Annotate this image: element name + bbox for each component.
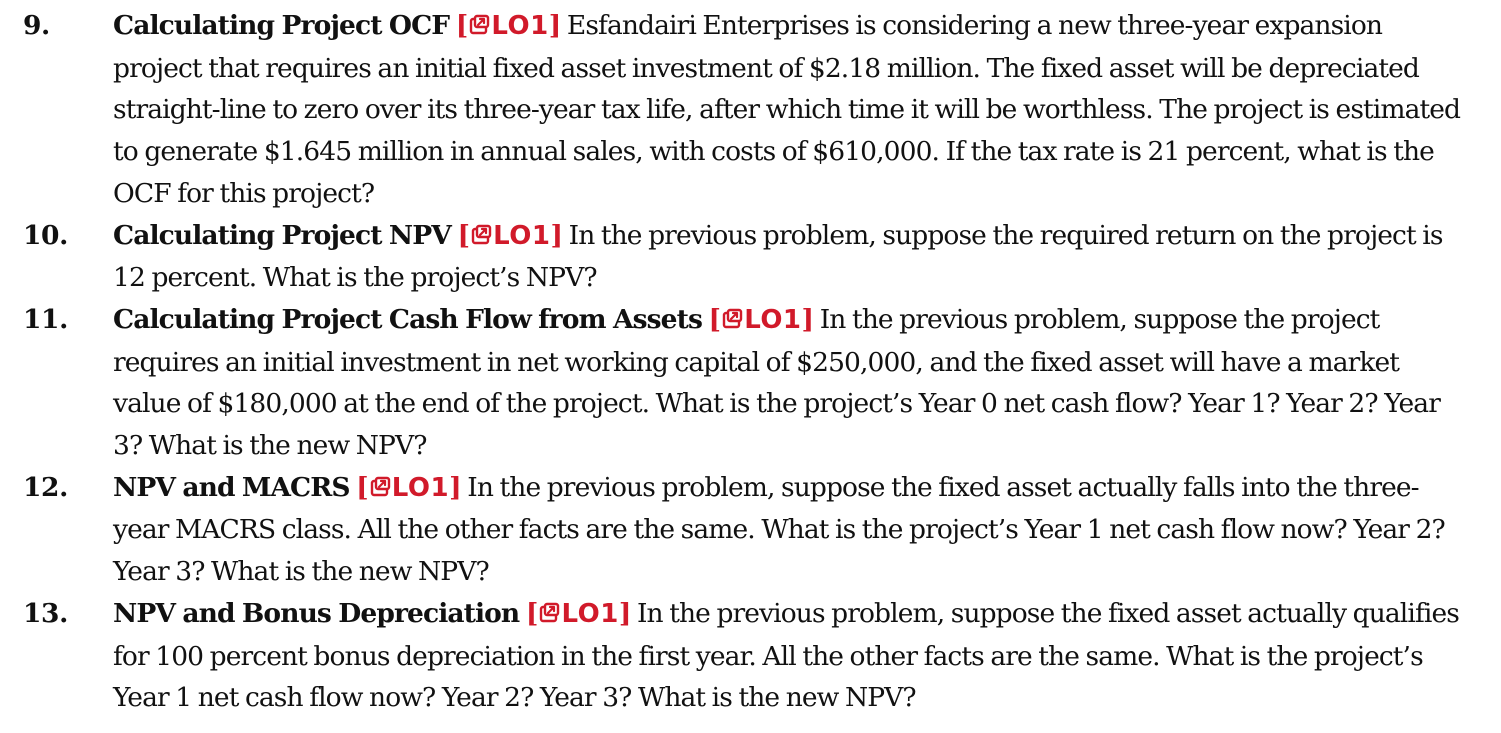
external-link-icon[interactable] — [468, 14, 490, 36]
problem-number: 13. — [23, 597, 68, 629]
problem-text: In the previous problem, suppose the fixed asset actually qualifies for 100 percent bonus depreciation in the first year. All the other facts are the same. What is the project’s Year 1 net cash flow now? Year 2? Year 3? What is the new NPV? — [113, 597, 1459, 714]
problem-title: Calculating Project OCF — [113, 10, 450, 41]
bracket-close: ] — [550, 219, 563, 251]
problem-number: 9. — [23, 10, 50, 41]
problem-text: In the previous problem, suppose the project requires an initial investment in net working capital of $250,000, and the fixed asset will have a market value of $180,000 at the end of the project. What is the project’s Year 0 net cash flow? Year 1? Year 2? Year 3? What is the new NPV? — [113, 303, 1440, 462]
problem-title: NPV and Bonus Depreciation — [113, 597, 520, 629]
bracket-open: [ — [356, 471, 368, 503]
learning-objective-link[interactable]: LO1 — [391, 472, 450, 503]
bracket-open: [ — [708, 303, 721, 335]
problem-title: Calculating Project NPV — [113, 219, 451, 251]
bracket-close: ] — [618, 597, 631, 629]
external-link-icon[interactable] — [369, 476, 391, 498]
learning-objective-link[interactable]: LO1 — [493, 220, 551, 251]
learning-objective-link[interactable]: LO1 — [561, 598, 619, 629]
external-link-icon[interactable] — [470, 224, 492, 246]
problem-text: In the previous problem, suppose the fixed asset actually falls into the three-year MACRS class. All the other facts are the same. What is the project’s Year 1 net cash flow now? Year 2? Year 3? What is the new NPV? — [113, 471, 1445, 588]
problem-number: 10. — [23, 219, 68, 251]
external-link-icon[interactable] — [721, 308, 743, 330]
problem-9 — [0, 5, 1501, 215]
problem-number: 12. — [23, 471, 68, 503]
problem-title: NPV and MACRS — [113, 471, 350, 503]
bracket-open: [ — [525, 597, 538, 629]
bracket-open: [ — [457, 219, 470, 251]
external-link-icon[interactable] — [538, 602, 560, 624]
problem-11 — [0, 299, 1501, 467]
problem-12 — [0, 467, 1501, 593]
problem-text: Esfandairi Enterprises is considering a new three-year expansion project that requires an initial fixed asset investment of $2.18 million. The fixed asset will be depreciated straight-line to zero over its three-year tax life, after which time it will be worthless. The project is estimated to generate $1.645 million in annual sales, with costs of $610,000. If the tax rate is 21 percent, what is the OCF for this project? — [113, 10, 1461, 209]
bracket-open: [ — [455, 10, 468, 41]
problem-text: In the previous problem, suppose the required return on the project is 12 percent. What is the project’s NPV? — [113, 219, 1443, 294]
bracket-close: ] — [801, 303, 814, 335]
problem-number: 11. — [23, 303, 68, 335]
problem-title: Calculating Project Cash Flow from Assets — [113, 303, 703, 335]
problem-10 — [0, 215, 1501, 299]
bracket-close: ] — [548, 10, 561, 41]
problem-13 — [0, 593, 1501, 719]
bracket-close: ] — [449, 471, 461, 503]
learning-objective-link[interactable]: LO1 — [491, 11, 549, 41]
learning-objective-link[interactable]: LO1 — [744, 304, 802, 335]
